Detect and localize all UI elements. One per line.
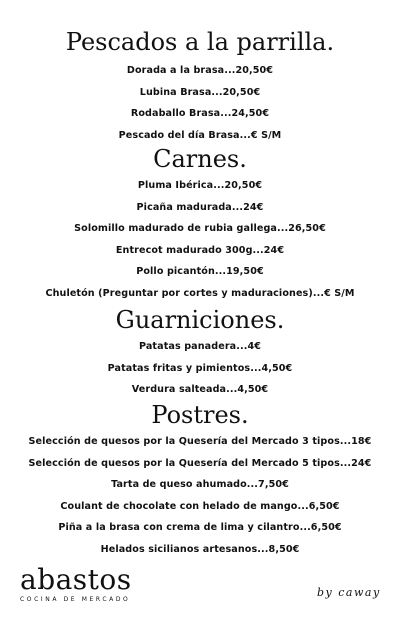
section-guarniciones [0,308,400,401]
section-heading: Guarniciones. [115,306,285,334]
menu-item: Helados sicilianos artesanos...8,50€ [100,543,300,555]
section-pescados [0,30,400,146]
menu-item: Tarta de queso ahumado...7,50€ [111,479,289,490]
menu-item: Coulant de chocolate con helado de mango...6,50€ [60,500,340,512]
menu-item: Selección de quesos por la Quesería del Mercado 3 tipos...18€ [28,436,372,447]
signature: by caway [317,586,381,599]
menu-item: Patatas fritas y pimientos...4,50€ [107,362,293,374]
section-heading: Carnes. [153,145,247,173]
menu-item: Solomillo madurado de rubia gallega...26,50€ [74,223,326,234]
section-heading: Postres. [151,401,249,429]
menu-item: Picaña madurada...24€ [136,201,264,213]
abastos-logo [20,563,132,603]
menu-item: Selección de quesos por la Quesería del Mercado 5 tipos...24€ [28,457,372,469]
menu-item: Patatas panadera...4€ [138,341,262,352]
section-heading: Pescados a la parrilla. [65,28,335,56]
menu-item: Pescado del día Brasa...€ S/M [118,129,282,141]
menu-item: Lubina Brasa...20,50€ [139,86,261,98]
menu-item: Rodaballo Brasa...24,50€ [130,108,270,119]
logo-wordmark: abastos [20,563,132,596]
section-carnes [0,147,400,304]
menu-item: Piña a la brasa con crema de lima y cilantro...6,50€ [58,522,342,533]
logo-tagline: COCINA DE MERCADO [20,596,131,603]
menu-item: Pollo picantón...19,50€ [136,266,264,277]
menu-item: Chuletón (Preguntar por cortes y maduraciones)...€ S/M [45,287,355,299]
menu-item: Verdura salteada...4,50€ [131,384,269,395]
menu-item: Entrecot madurado 300g...24€ [115,244,285,256]
menu-item: Dorada a la brasa...20,50€ [126,65,274,76]
menu-item: Pluma Ibérica...20,50€ [137,180,263,191]
section-postres [0,403,400,560]
